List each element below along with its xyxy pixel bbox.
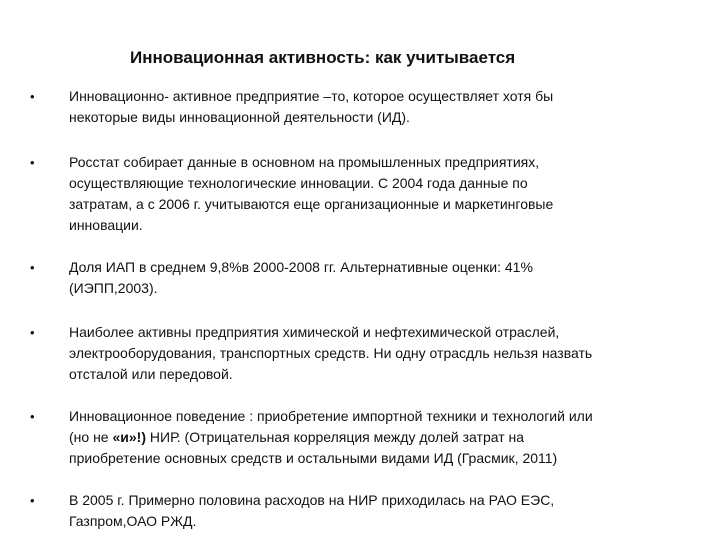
bullet-dot-icon: •: [30, 260, 35, 275]
text-line: Инновационно- активное предприятие –то, которое осуществляет хотя бы: [69, 88, 554, 104]
text-run: (но не: [69, 429, 113, 445]
text-line: Газпром,ОАО РЖД.: [69, 513, 197, 529]
text-line: электрооборудования, транспортных средств. Ни одну отрасдль нельзя назвать: [69, 345, 593, 361]
bullet-dot-icon: •: [30, 325, 35, 340]
text-run: НИР. (Отрицательная корреляция между долей затрат на: [146, 429, 525, 445]
text-line: затратам, а с 2006 г. учитываются еще организационные и маркетинговые: [69, 196, 554, 212]
text-line: некоторые виды инновационной деятельности (ИД).: [69, 109, 410, 125]
text-line: Доля ИАП в среднем 9,8%в 2000-2008 гг. Альтернативные оценки: 41%: [69, 259, 533, 275]
bullet-dot-icon: •: [30, 493, 35, 508]
bullet-text: [69, 322, 709, 385]
bullet-dot-icon: •: [30, 409, 35, 424]
text-line: Инновационное поведение : приобретение импортной техники и технологий или: [69, 408, 593, 424]
bullet-text: [69, 406, 709, 469]
text-line: осуществляющие технологические инновации. С 2004 года данные по: [69, 175, 528, 191]
bullet-text: [69, 152, 709, 236]
text-line: приобретение основных средств и остальными видами ИД (Грасмик, 2011): [69, 450, 558, 466]
text-line: (ИЭПП,2003).: [69, 280, 158, 296]
bullet-text: [69, 86, 709, 128]
slide-title: Инновационная активность: как учитывается: [130, 48, 516, 67]
text-line: Росстат собирает данные в основном на промышленных предприятиях,: [69, 154, 540, 170]
text-line: отсталой или передовой.: [69, 366, 233, 382]
bullet-dot-icon: •: [30, 155, 35, 170]
text-line: В 2005 г. Примерно половина расходов на НИР приходилась на РАО ЕЭС,: [69, 492, 555, 508]
text-line: [69, 427, 709, 448]
text-line: Наиболее активны предприятия химической и нефтехимической отраслей,: [69, 324, 560, 340]
text-line: инновации.: [69, 217, 143, 233]
bullet-text: [69, 257, 709, 299]
bullet-text: [69, 490, 709, 532]
emphasis-text: «и»!): [112, 429, 146, 445]
bullet-dot-icon: •: [30, 89, 35, 104]
